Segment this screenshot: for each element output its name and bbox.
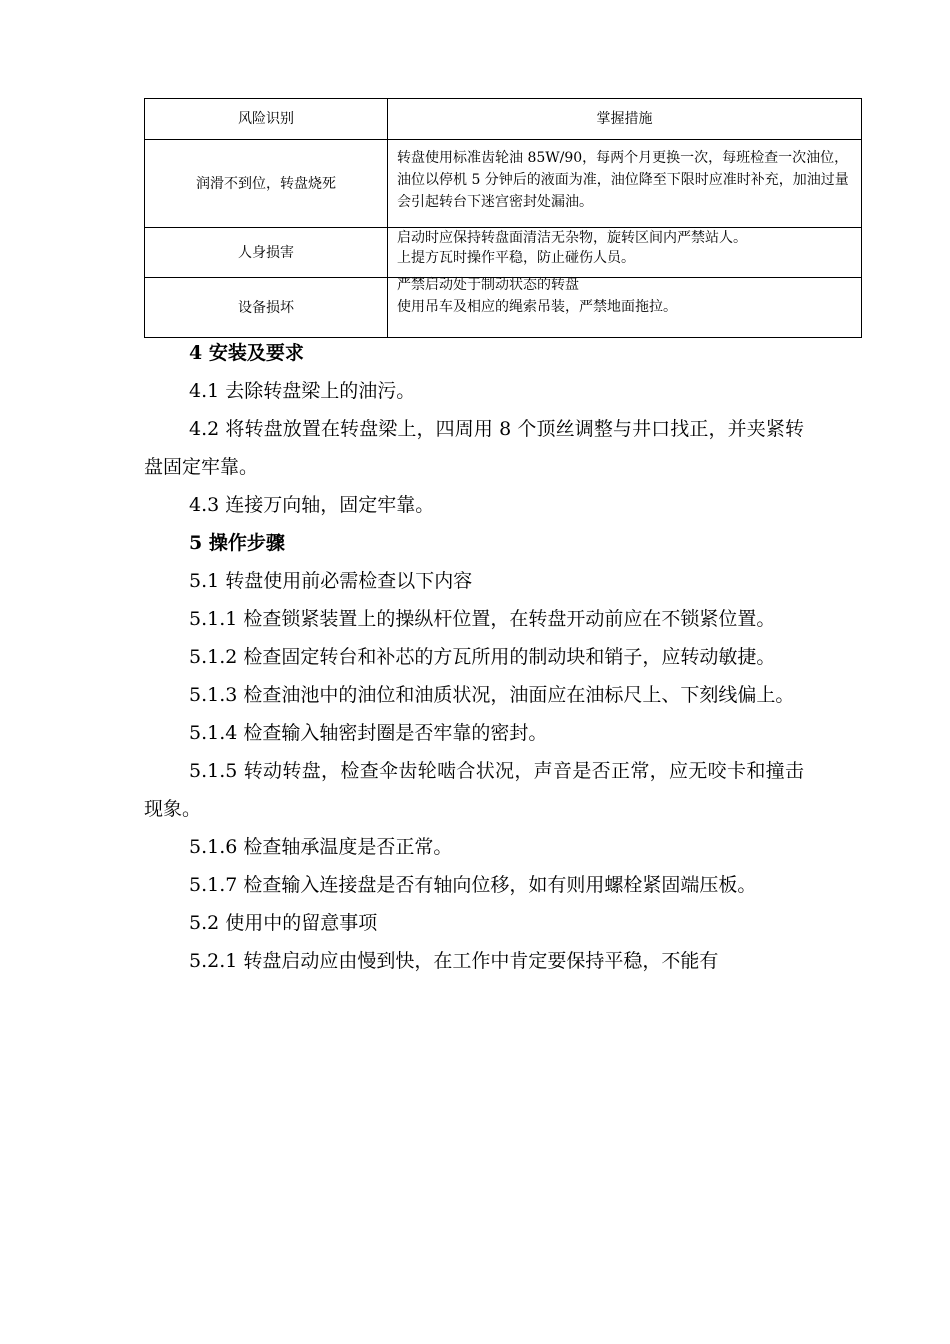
measure-text: 转盘使用标准齿轮油 85W/90，每两个月更换一次，每班检查一次油位，油位以停机 5 分钟后的液面为准，油位降至下限时应准时补充，加油过量会引起转台下迷宫密封处漏油。: [397, 150, 849, 210]
section-heading: 5 操作步骤: [189, 532, 285, 554]
paragraph: 5.1.1 检查锁紧装置上的操纵杆位置，在转盘开动前应在不锁紧位置。: [189, 608, 776, 630]
measure-text: 使用吊车及相应的绳索吊装，严禁地面拖拉。: [397, 299, 677, 315]
measure-cell: [388, 278, 862, 338]
table-row: [145, 228, 862, 278]
measure-cell: [388, 140, 862, 228]
paragraph: 5.1 转盘使用前必需检查以下内容: [189, 570, 473, 592]
paragraph: 4.2 将转盘放置在转盘梁上，四周用 8 个顶丝调整与井口找正，并夹紧转盘固定牢靠。: [144, 418, 804, 478]
paragraph: 5.1.4 检查输入轴密封圈是否牢靠的密封。: [189, 722, 548, 744]
measure-text: 启动时应保持转盘面清洁无杂物，旋转区间内严禁站人。: [397, 230, 747, 246]
table-row: [145, 278, 862, 338]
paragraph: 4.1 去除转盘梁上的油污。: [189, 380, 416, 402]
header-risk-identification: 风险识别: [145, 99, 388, 140]
header-control-measures: 掌握措施: [388, 99, 862, 140]
section-heading: 4 安装及要求: [189, 342, 304, 364]
risk-cell: 人身损害: [145, 228, 388, 278]
risk-control-table: [144, 98, 862, 338]
paragraph: 4.3 连接万向轴，固定牢靠。: [189, 494, 435, 516]
measure-text: 严禁启动处于制动状态的转盘: [397, 277, 579, 293]
risk-cell: 设备损坏: [145, 278, 388, 338]
paragraph: 5.1.6 检查轴承温度是否正常。: [189, 836, 453, 858]
paragraph: 5.1.2 检查固定转台和补芯的方瓦所用的制动块和销子，应转动敏捷。: [189, 646, 776, 668]
table-header-row: [145, 99, 862, 140]
document-body: [144, 334, 804, 980]
paragraph: 5.2.1 转盘启动应由慢到快，在工作中肯定要保持平稳，不能有: [189, 950, 719, 972]
measure-cell: [388, 228, 862, 278]
paragraph: 5.1.7 检查输入连接盘是否有轴向位移，如有则用螺栓紧固端压板。: [189, 874, 757, 896]
risk-cell: 润滑不到位，转盘烧死: [145, 140, 388, 228]
paragraph: 5.2 使用中的留意事项: [189, 912, 378, 934]
table-row: [145, 140, 862, 228]
measure-text: 上提方瓦时操作平稳，防止碰伤人员。: [397, 250, 635, 266]
paragraph: 5.1.5 转动转盘，检查伞齿轮啮合状况，声音是否正常，应无咬卡和撞击现象。: [144, 760, 804, 820]
paragraph: 5.1.3 检查油池中的油位和油质状况，油面应在油标尺上、下刻线偏上。: [189, 684, 795, 706]
